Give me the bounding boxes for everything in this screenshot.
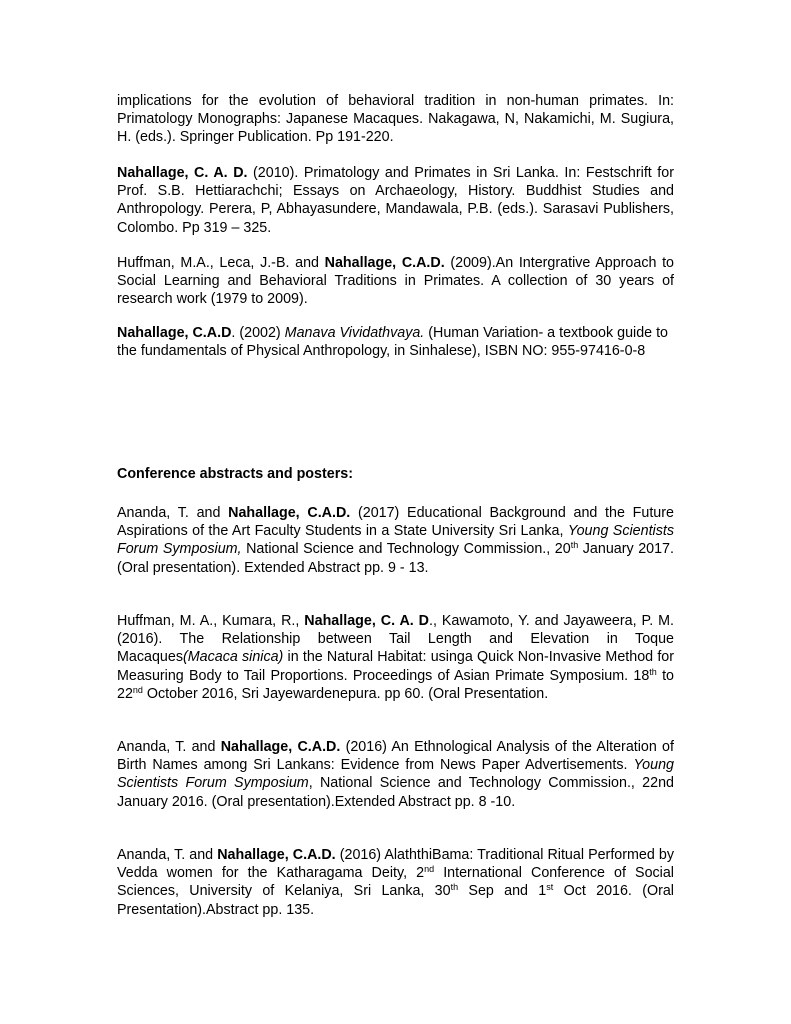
entry-text: (2017) Educational Background and the Future Aspirations of the Art Faculty Students in a State University Sri Lanka, bbox=[117, 505, 674, 540]
author-name: Nahallage, C.A.D. bbox=[220, 739, 341, 755]
author-name: Nahallage, C.A.D. bbox=[217, 847, 336, 863]
author-name: Nahallage, C. A. D bbox=[304, 613, 429, 629]
conference-entry bbox=[117, 846, 674, 919]
venue-title: Young Scientists Forum Symposium, bbox=[117, 523, 674, 558]
entry-text: International Conference of Social Sciences, University of Kelaniya, Sri Lanka, 30 bbox=[117, 865, 674, 900]
entry-text: Huffman, M. A., Kumara, R., bbox=[117, 613, 305, 629]
ordinal-suffix: th bbox=[570, 540, 579, 551]
reference-entry bbox=[117, 164, 674, 237]
species-name: (Macaca sinica) bbox=[182, 649, 284, 666]
ordinal-suffix: nd bbox=[132, 684, 143, 695]
entry-text: Ananda, T. and bbox=[117, 739, 221, 755]
reference-entry bbox=[117, 324, 674, 360]
conference-entry bbox=[117, 612, 674, 703]
entry-text: (2016) An Ethnological Analysis of the Alteration of Birth Names among Sri Lankans: Evidence from News Paper Advertisements. bbox=[117, 739, 674, 774]
author-name: Nahallage, C.A.D. bbox=[324, 255, 445, 271]
ordinal-suffix: nd bbox=[424, 864, 435, 875]
author-name: Nahallage, C.A.D. bbox=[228, 505, 351, 521]
venue-title: Young Scientists Forum Symposium bbox=[117, 757, 674, 792]
entry-text: Sep and 1 bbox=[458, 883, 547, 900]
conference-entry bbox=[117, 504, 674, 577]
author-name: Nahallage, C.A.D bbox=[117, 325, 232, 341]
entry-text: in the Natural Habitat: usinga Quick Non-Invasive Method for Measuring Body to Tail Proportions. Proceedings of Asian Primate Symposium. 18 bbox=[117, 649, 674, 684]
entry-text: Oct 2016. (Oral Presentation).Abstract pp. 135. bbox=[117, 883, 674, 918]
entry-text: Ananda, T. and bbox=[117, 505, 229, 521]
entry-text: Huffman, M.A., Leca, J.-B. and bbox=[117, 255, 325, 271]
ordinal-suffix: th bbox=[649, 666, 657, 677]
entry-text: to 22 bbox=[117, 667, 674, 702]
book-title: Manava Vividathvaya. bbox=[284, 325, 425, 341]
entry-text: ., Kawamoto, Y. and Jayaweera, P. M.(2016). The Relationship between Tail Length and Elevation in Toque Macaques bbox=[117, 613, 674, 666]
entry-text: (2016) AlaththiBama: Traditional Ritual Performed by Vedda women for the Katharagama Deity, 2 bbox=[117, 847, 674, 882]
entry-text: October 2016, Sri Jayewardenepura. pp 60. (Oral Presentation. bbox=[142, 685, 549, 702]
section-heading: Conference abstracts and posters: bbox=[117, 466, 353, 482]
entry-text: , National Science and Technology Commission., 22nd January 2016. (Oral presentation).Extended Abstract pp. 8 -10. bbox=[117, 775, 674, 810]
reference-entry bbox=[117, 92, 674, 147]
entry-text: (Human Variation- a textbook guide to the fundamentals of Physical Anthropology, in Sinhalese), ISBN NO: 955-97416-0-8 bbox=[117, 325, 668, 360]
entry-text: National Science and Technology Commission., 20 bbox=[241, 541, 571, 558]
entry-text: implications for the evolution of behavioral tradition in non-human primates. In: Primatology Monographs: Japanese Macaques. Nakagawa, N, Nakamichi, M. Sugiura, H. (eds.). Springer Publication. Pp 191-220. bbox=[117, 93, 674, 146]
ordinal-suffix: th bbox=[450, 882, 459, 893]
entry-text: January 2017. (Oral presentation). Extended Abstract pp. 9 - 13. bbox=[117, 541, 674, 576]
conference-entry bbox=[117, 738, 674, 811]
entry-text: . (2002) bbox=[231, 325, 285, 341]
ordinal-suffix: st bbox=[546, 882, 554, 893]
entry-text: (2009).An Intergrative Approach to Social Learning and Behavioral Traditions in Primates. A collection of 30 years of research work (1979 to 2009). bbox=[117, 255, 675, 308]
author-name: Nahallage, C. A. D. bbox=[117, 165, 248, 181]
reference-entry bbox=[117, 254, 674, 309]
entry-text: (2010). Primatology and Primates in Sri Lanka. In: Festschrift for Prof. S.B. Hettiarachchi; Essays on Archaeology, History. Buddhist Studies and Anthropology. Perera, P, Abhayasundere, Mandawala, P.B. (eds.). Sarasavi Publishers, Colombo. Pp 319 – 325. bbox=[117, 165, 674, 236]
entry-text: Ananda, T. and bbox=[117, 847, 218, 863]
